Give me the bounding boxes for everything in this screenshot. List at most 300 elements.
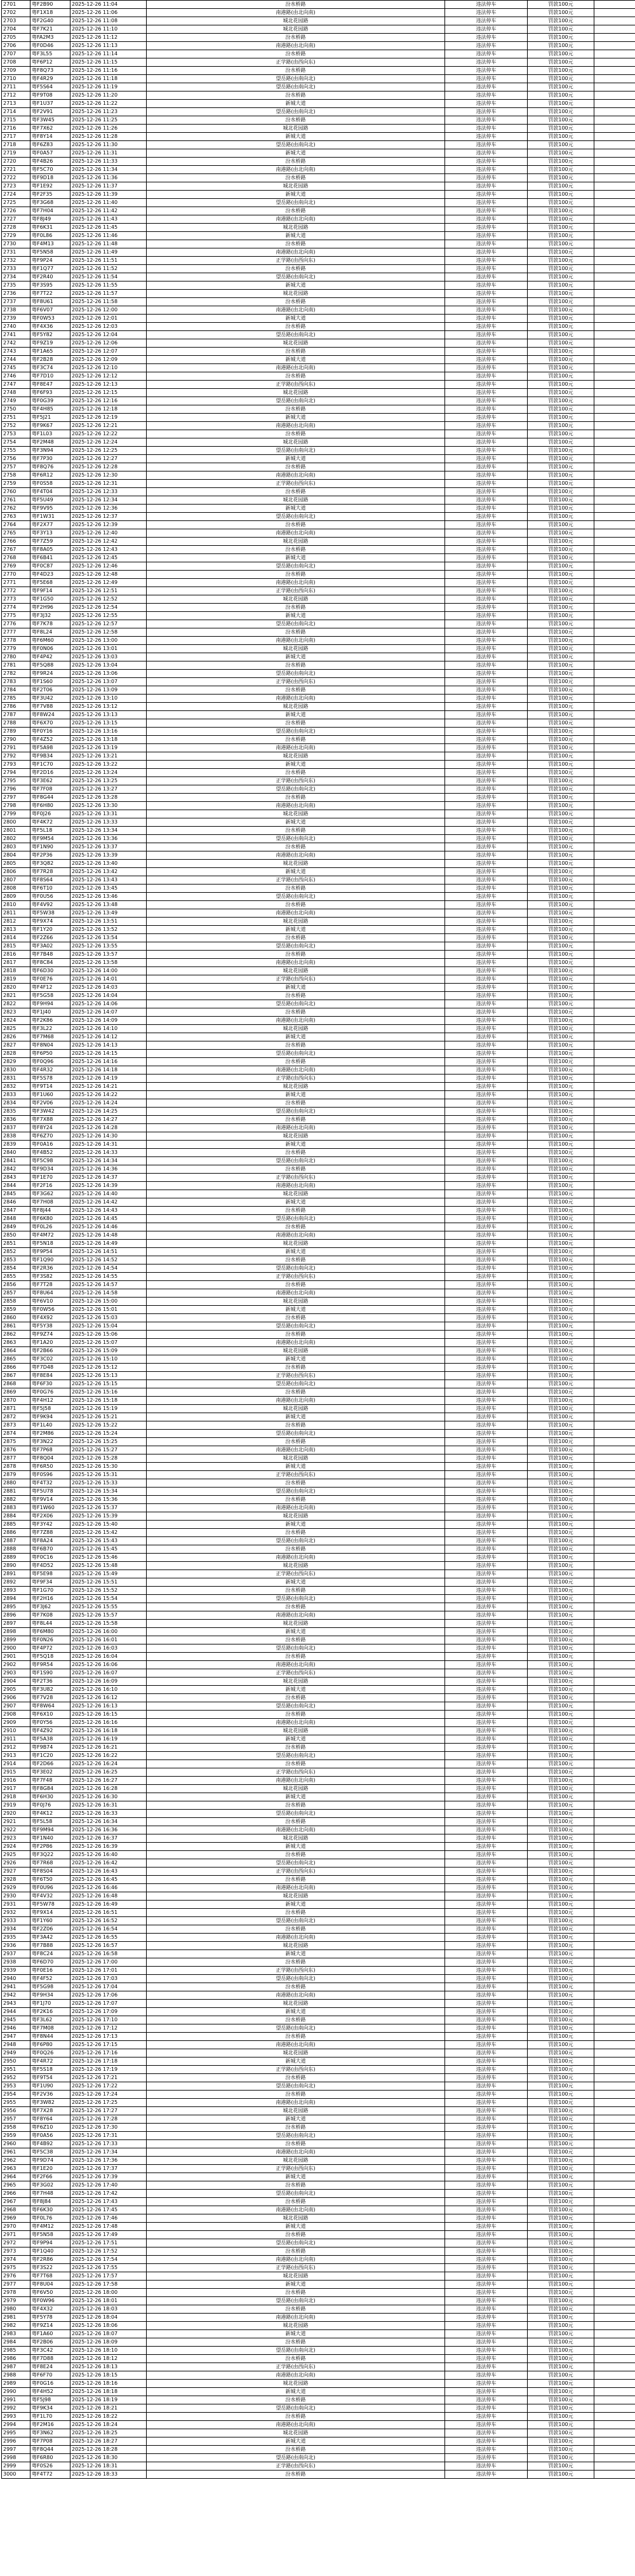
empty-cell (594, 2223, 635, 2231)
seq-cell: 2769 (2, 562, 30, 571)
plate-cell: 粤F7P68 (30, 1446, 70, 1454)
location-cell: 汾水桥路 (147, 348, 445, 356)
plate-cell: 粤F7Z88 (30, 1529, 70, 1537)
location-cell: 正学路(由西向东) (147, 876, 445, 885)
seq-cell: 2716 (2, 125, 30, 133)
table-row (2, 1884, 635, 1892)
seq-cell: 2764 (2, 521, 30, 529)
action-cell: 违法停车 (445, 2107, 528, 2115)
penalty-cell: 罚款100元 (528, 224, 594, 232)
penalty-cell: 罚款100元 (528, 1, 594, 9)
time-cell: 2025-12-26 16:12 (70, 1694, 147, 1702)
empty-cell (594, 794, 635, 802)
penalty-cell: 罚款100元 (528, 885, 594, 893)
action-cell: 违法停车 (445, 777, 528, 785)
penalty-cell: 罚款100元 (528, 58, 594, 67)
location-cell: 城北花园路 (147, 1132, 445, 1141)
time-cell: 2025-12-26 18:00 (70, 2289, 147, 2297)
location-cell: 新城大道 (147, 1413, 445, 1421)
penalty-cell: 罚款100元 (528, 315, 594, 323)
penalty-cell: 罚款100元 (528, 2338, 594, 2347)
penalty-cell: 罚款100元 (528, 1025, 594, 1033)
plate-cell: 粤F2R36 (30, 1264, 70, 1273)
location-cell: 南港路(由北向南) (147, 1446, 445, 1454)
location-cell: 南港路(由北向南) (147, 2256, 445, 2264)
table-row (2, 315, 635, 323)
time-cell: 2025-12-26 17:22 (70, 2082, 147, 2091)
plate-cell: 粤F8Y14 (30, 133, 70, 141)
location-cell: 正学路(由西向东) (147, 480, 445, 488)
penalty-cell: 罚款100元 (528, 959, 594, 967)
location-cell: 正学路(由西向东) (147, 1273, 445, 1281)
table-row (2, 876, 635, 885)
location-cell: 城北花园路 (147, 538, 445, 546)
plate-cell: 粤F3S82 (30, 1273, 70, 1281)
action-cell: 违法停车 (445, 149, 528, 158)
plate-cell: 粤F6X10 (30, 1711, 70, 1719)
seq-cell: 2940 (2, 1975, 30, 1983)
seq-cell: 2967 (2, 2198, 30, 2206)
action-cell: 违法停车 (445, 1678, 528, 1686)
location-cell: 望岳路(由南向北) (147, 1488, 445, 1496)
empty-cell (594, 2082, 635, 2091)
time-cell: 2025-12-26 13:22 (70, 761, 147, 769)
action-cell: 违法停车 (445, 480, 528, 488)
time-cell: 2025-12-26 13:00 (70, 637, 147, 645)
plate-cell: 粤F5A38 (30, 1735, 70, 1744)
location-cell: 南港路(由北向南) (147, 1504, 445, 1512)
plate-cell: 粤F8J49 (30, 215, 70, 224)
penalty-cell: 罚款100元 (528, 1537, 594, 1545)
action-cell: 违法停车 (445, 926, 528, 934)
time-cell: 2025-12-26 17:12 (70, 2024, 147, 2033)
location-cell: 新城大道 (147, 1843, 445, 1851)
action-cell: 违法停车 (445, 1934, 528, 1942)
plate-cell: 粤F1N90 (30, 843, 70, 851)
location-cell: 新城大道 (147, 455, 445, 463)
empty-cell (594, 728, 635, 736)
penalty-cell: 罚款100元 (528, 141, 594, 149)
penalty-cell: 罚款100元 (528, 34, 594, 42)
seq-cell: 2900 (2, 1644, 30, 1653)
empty-cell (594, 1768, 635, 1777)
plate-cell: 粤F7R68 (30, 1859, 70, 1868)
penalty-cell: 罚款100元 (528, 149, 594, 158)
action-cell: 违法停车 (445, 2198, 528, 2206)
action-cell: 违法停车 (445, 769, 528, 777)
time-cell: 2025-12-26 13:54 (70, 934, 147, 942)
seq-cell: 2993 (2, 2413, 30, 2421)
time-cell: 2025-12-26 11:25 (70, 116, 147, 125)
empty-cell (594, 827, 635, 835)
time-cell: 2025-12-26 14:40 (70, 1190, 147, 1198)
time-cell: 2025-12-26 17:34 (70, 2148, 147, 2157)
time-cell: 2025-12-26 14:48 (70, 1231, 147, 1240)
empty-cell (594, 1149, 635, 1157)
time-cell: 2025-12-26 11:12 (70, 34, 147, 42)
time-cell: 2025-12-26 17:51 (70, 2239, 147, 2247)
location-cell: 汾水桥路 (147, 2413, 445, 2421)
time-cell: 2025-12-26 13:36 (70, 835, 147, 843)
penalty-cell: 罚款100元 (528, 1545, 594, 1554)
time-cell: 2025-12-26 12:37 (70, 513, 147, 521)
location-cell: 汾水桥路 (147, 1438, 445, 1446)
empty-cell (594, 389, 635, 397)
penalty-cell: 罚款100元 (528, 695, 594, 703)
action-cell: 违法停车 (445, 2347, 528, 2355)
plate-cell: 粤F1Q77 (30, 265, 70, 273)
location-cell: 城北花园路 (147, 1892, 445, 1901)
seq-cell: 2832 (2, 1083, 30, 1091)
plate-cell: 粤F4X32 (30, 2305, 70, 2314)
plate-cell: 粤F9T08 (30, 92, 70, 100)
location-cell: 正学路(由西向东) (147, 1967, 445, 1975)
location-cell: 新城大道 (147, 281, 445, 290)
empty-cell (594, 306, 635, 315)
seq-cell: 2936 (2, 1942, 30, 1950)
seq-cell: 2736 (2, 290, 30, 298)
table-row (2, 290, 635, 298)
plate-cell: 粤F5L18 (30, 827, 70, 835)
table-row (2, 2024, 635, 2033)
penalty-cell: 罚款100元 (528, 1777, 594, 1785)
plate-cell: 粤F6K31 (30, 224, 70, 232)
table-row (2, 1157, 635, 1165)
table-row (2, 1182, 635, 1190)
seq-cell: 2720 (2, 158, 30, 166)
plate-cell: 粤F2D66 (30, 1760, 70, 1768)
action-cell: 违法停车 (445, 1364, 528, 1372)
seq-cell: 2953 (2, 2082, 30, 2091)
seq-cell: 2877 (2, 1454, 30, 1463)
action-cell: 违法停车 (445, 1686, 528, 1694)
plate-cell: 粤F0C16 (30, 1554, 70, 1562)
empty-cell (594, 1925, 635, 1934)
time-cell: 2025-12-26 13:49 (70, 909, 147, 918)
plate-cell: 粤F6F70 (30, 2371, 70, 2380)
empty-cell (594, 777, 635, 785)
action-cell: 违法停车 (445, 2272, 528, 2281)
location-cell: 汾水桥路 (147, 934, 445, 942)
table-row (2, 1653, 635, 1661)
plate-cell: 粤F2R86 (30, 2256, 70, 2264)
seq-cell: 2988 (2, 2371, 30, 2380)
seq-cell: 2990 (2, 2388, 30, 2396)
time-cell: 2025-12-26 17:13 (70, 2033, 147, 2041)
plate-cell: 粤F4P72 (30, 1644, 70, 1653)
empty-cell (594, 538, 635, 546)
time-cell: 2025-12-26 14:21 (70, 1083, 147, 1091)
time-cell: 2025-12-26 12:19 (70, 414, 147, 422)
penalty-cell: 罚款100元 (528, 2074, 594, 2082)
action-cell: 违法停车 (445, 182, 528, 191)
seq-cell: 2972 (2, 2239, 30, 2247)
seq-cell: 2823 (2, 1008, 30, 1017)
location-cell: 汾水桥路 (147, 843, 445, 851)
location-cell: 汾水桥路 (147, 1116, 445, 1124)
table-row (2, 92, 635, 100)
time-cell: 2025-12-26 18:22 (70, 2413, 147, 2421)
seq-cell: 2937 (2, 1950, 30, 1958)
time-cell: 2025-12-26 11:23 (70, 108, 147, 116)
empty-cell (594, 802, 635, 810)
penalty-cell: 罚款100元 (528, 744, 594, 752)
seq-cell: 2799 (2, 810, 30, 818)
location-cell: 望岳路(由南向北) (147, 199, 445, 207)
penalty-cell: 罚款100元 (528, 1141, 594, 1149)
location-cell: 望岳路(由南向北) (147, 513, 445, 521)
action-cell: 违法停车 (445, 1562, 528, 1570)
plate-cell: 粤F8W24 (30, 711, 70, 719)
plate-cell: 粤F4M12 (30, 2223, 70, 2231)
empty-cell (594, 769, 635, 777)
penalty-cell: 罚款100元 (528, 92, 594, 100)
action-cell: 违法停车 (445, 1719, 528, 1727)
location-cell: 望岳路(由南向北) (147, 1702, 445, 1711)
location-cell: 城北花园路 (147, 1727, 445, 1735)
time-cell: 2025-12-26 17:24 (70, 2091, 147, 2099)
seq-cell: 2949 (2, 2049, 30, 2057)
location-cell: 汾水桥路 (147, 1281, 445, 1289)
table-row (2, 794, 635, 802)
plate-cell: 粤F1Y20 (30, 926, 70, 934)
seq-cell: 2705 (2, 34, 30, 42)
time-cell: 2025-12-26 12:06 (70, 339, 147, 348)
location-cell: 正学路(由西向东) (147, 1074, 445, 1083)
table-row (2, 1306, 635, 1314)
location-cell: 汾水桥路 (147, 794, 445, 802)
empty-cell (594, 1876, 635, 1884)
action-cell: 违法停车 (445, 1521, 528, 1529)
plate-cell: 粤F4K72 (30, 818, 70, 827)
table-row (2, 2157, 635, 2165)
plate-cell: 粤F4D23 (30, 571, 70, 579)
plate-cell: 粤F1G70 (30, 1587, 70, 1595)
location-cell: 汾水桥路 (147, 901, 445, 909)
table-row (2, 133, 635, 141)
action-cell: 违法停车 (445, 1479, 528, 1488)
location-cell: 南港路(由北向南) (147, 637, 445, 645)
empty-cell (594, 1545, 635, 1554)
time-cell: 2025-12-26 15:06 (70, 1331, 147, 1339)
penalty-cell: 罚款100元 (528, 728, 594, 736)
table-row (2, 810, 635, 818)
seq-cell: 2865 (2, 1355, 30, 1364)
seq-cell: 2814 (2, 934, 30, 942)
plate-cell: 粤F3Q22 (30, 1851, 70, 1859)
time-cell: 2025-12-26 16:42 (70, 1859, 147, 1868)
seq-cell: 2847 (2, 1207, 30, 1215)
empty-cell (594, 761, 635, 769)
seq-cell: 2941 (2, 1983, 30, 1991)
time-cell: 2025-12-26 18:19 (70, 2396, 147, 2404)
table-row (2, 695, 635, 703)
time-cell: 2025-12-26 16:16 (70, 1719, 147, 1727)
table-row (2, 670, 635, 678)
location-cell: 城北花园路 (147, 1083, 445, 1091)
penalty-cell: 罚款100元 (528, 339, 594, 348)
action-cell: 违法停车 (445, 397, 528, 405)
time-cell: 2025-12-26 11:15 (70, 58, 147, 67)
empty-cell (594, 1058, 635, 1066)
empty-cell (594, 2231, 635, 2239)
table-row (2, 2016, 635, 2024)
empty-cell (594, 75, 635, 83)
action-cell: 违法停车 (445, 1190, 528, 1198)
seq-cell: 2856 (2, 1281, 30, 1289)
plate-cell: 粤F6Z70 (30, 1132, 70, 1141)
seq-cell: 2759 (2, 480, 30, 488)
location-cell: 城北花园路 (147, 1620, 445, 1628)
plate-cell: 粤F5Q88 (30, 661, 70, 670)
location-cell: 城北花园路 (147, 810, 445, 818)
action-cell: 违法停车 (445, 1017, 528, 1025)
penalty-cell: 罚款100元 (528, 1801, 594, 1810)
location-cell: 新城大道 (147, 2388, 445, 2396)
seq-cell: 2959 (2, 2132, 30, 2140)
location-cell: 新城大道 (147, 818, 445, 827)
time-cell: 2025-12-26 12:10 (70, 364, 147, 372)
table-row (2, 1504, 635, 1512)
plate-cell: 粤F2H16 (30, 1595, 70, 1603)
seq-cell: 2758 (2, 471, 30, 480)
table-row (2, 2355, 635, 2363)
plate-cell: 粤F4M13 (30, 240, 70, 248)
penalty-cell: 罚款100元 (528, 1595, 594, 1603)
table-row (2, 1281, 635, 1289)
empty-cell (594, 1471, 635, 1479)
time-cell: 2025-12-26 14:27 (70, 1116, 147, 1124)
table-row (2, 893, 635, 901)
time-cell: 2025-12-26 17:28 (70, 2115, 147, 2124)
location-cell: 南港路(由北向南) (147, 166, 445, 174)
action-cell: 违法停车 (445, 306, 528, 315)
table-row (2, 158, 635, 166)
penalty-cell: 罚款100元 (528, 2471, 594, 2479)
seq-cell: 2909 (2, 1719, 30, 1727)
seq-cell: 2907 (2, 1702, 30, 1711)
action-cell: 违法停车 (445, 2388, 528, 2396)
location-cell: 新城大道 (147, 1793, 445, 1801)
time-cell: 2025-12-26 16:00 (70, 1628, 147, 1636)
action-cell: 违法停车 (445, 645, 528, 653)
time-cell: 2025-12-26 17:30 (70, 2124, 147, 2132)
time-cell: 2025-12-26 14:58 (70, 1289, 147, 1298)
empty-cell (594, 1388, 635, 1397)
action-cell: 违法停车 (445, 25, 528, 34)
seq-cell: 2981 (2, 2314, 30, 2322)
action-cell: 违法停车 (445, 1008, 528, 1017)
penalty-cell: 罚款100元 (528, 2190, 594, 2198)
seq-cell: 2741 (2, 331, 30, 339)
seq-cell: 2878 (2, 1463, 30, 1471)
time-cell: 2025-12-26 14:16 (70, 1058, 147, 1066)
table-row (2, 1008, 635, 1017)
seq-cell: 2924 (2, 1843, 30, 1851)
plate-cell: 粤F2P36 (30, 851, 70, 860)
penalty-cell: 罚款100元 (528, 1752, 594, 1760)
empty-cell (594, 1975, 635, 1983)
penalty-cell: 罚款100元 (528, 1264, 594, 1273)
time-cell: 2025-12-26 13:16 (70, 728, 147, 736)
plate-cell: 粤F9R54 (30, 1661, 70, 1669)
penalty-cell: 罚款100元 (528, 1950, 594, 1958)
location-cell: 汾水桥路 (147, 1008, 445, 1017)
time-cell: 2025-12-26 14:54 (70, 1264, 147, 1273)
seq-cell: 2998 (2, 2454, 30, 2462)
penalty-cell: 罚款100元 (528, 1364, 594, 1372)
empty-cell (594, 257, 635, 265)
seq-cell: 2861 (2, 1322, 30, 1331)
seq-cell: 2962 (2, 2157, 30, 2165)
penalty-cell: 罚款100元 (528, 2057, 594, 2066)
location-cell: 城北花园路 (147, 1942, 445, 1950)
plate-cell: 粤F5E98 (30, 1570, 70, 1578)
table-row (2, 967, 635, 975)
penalty-cell: 罚款100元 (528, 422, 594, 430)
action-cell: 违法停车 (445, 1744, 528, 1752)
penalty-cell: 罚款100元 (528, 827, 594, 835)
empty-cell (594, 1231, 635, 1240)
penalty-cell: 罚款100元 (528, 1744, 594, 1752)
time-cell: 2025-12-26 12:18 (70, 405, 147, 414)
penalty-cell: 罚款100元 (528, 25, 594, 34)
time-cell: 2025-12-26 12:33 (70, 488, 147, 496)
plate-cell: 粤F4R29 (30, 75, 70, 83)
penalty-cell: 罚款100元 (528, 405, 594, 414)
seq-cell: 2734 (2, 273, 30, 281)
time-cell: 2025-12-26 17:40 (70, 2181, 147, 2190)
action-cell: 违法停车 (445, 191, 528, 199)
empty-cell (594, 876, 635, 885)
seq-cell: 2886 (2, 1529, 30, 1537)
seq-cell: 2976 (2, 2272, 30, 2281)
penalty-cell: 罚款100元 (528, 1008, 594, 1017)
time-cell: 2025-12-26 11:20 (70, 92, 147, 100)
table-row (2, 463, 635, 471)
action-cell: 违法停车 (445, 2024, 528, 2033)
seq-cell: 2774 (2, 604, 30, 612)
empty-cell (594, 1041, 635, 1050)
seq-cell: 2742 (2, 339, 30, 348)
time-cell: 2025-12-26 11:22 (70, 100, 147, 108)
time-cell: 2025-12-26 13:42 (70, 868, 147, 876)
plate-cell: 粤F2B90 (30, 1, 70, 9)
location-cell: 汾水桥路 (147, 1983, 445, 1991)
empty-cell (594, 2140, 635, 2148)
empty-cell (594, 2371, 635, 2380)
penalty-cell: 罚款100元 (528, 1620, 594, 1628)
seq-cell: 2801 (2, 827, 30, 835)
penalty-cell: 罚款100元 (528, 488, 594, 496)
time-cell: 2025-12-26 13:19 (70, 744, 147, 752)
action-cell: 违法停车 (445, 1504, 528, 1512)
table-row (2, 1149, 635, 1157)
penalty-cell: 罚款100元 (528, 893, 594, 901)
location-cell: 汾水桥路 (147, 1958, 445, 1967)
plate-cell: 粤F9Z14 (30, 2322, 70, 2330)
penalty-cell: 罚款100元 (528, 1785, 594, 1793)
table-row (2, 612, 635, 620)
empty-cell (594, 2016, 635, 2024)
empty-cell (594, 1595, 635, 1603)
time-cell: 2025-12-26 18:12 (70, 2355, 147, 2363)
time-cell: 2025-12-26 14:04 (70, 992, 147, 1000)
plate-cell: 粤F6B41 (30, 554, 70, 562)
penalty-cell: 罚款100元 (528, 620, 594, 628)
empty-cell (594, 1958, 635, 1967)
plate-cell: 粤F8Y24 (30, 1124, 70, 1132)
